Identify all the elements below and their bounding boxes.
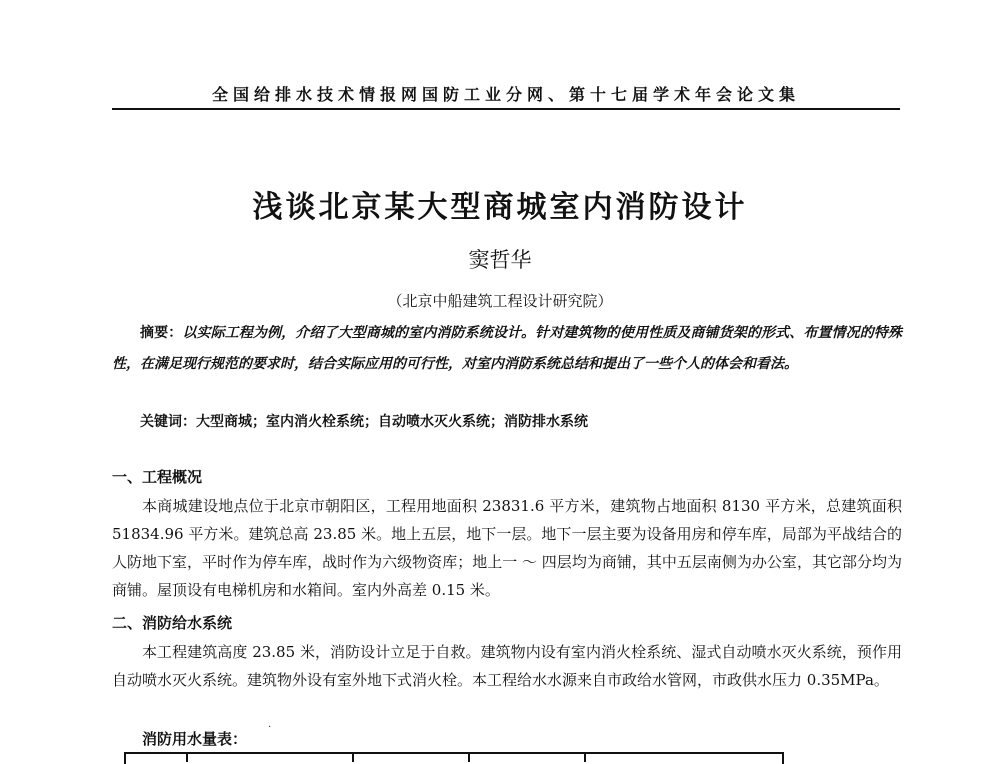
paper-title: 浅谈北京某大型商城室内消防设计 xyxy=(252,190,748,225)
abstract-label: 摘要： xyxy=(140,325,183,341)
section-body-fire-water: 本工程建筑高度 23.85 米，消防设计立足于自救。建筑物内设有室内消火栓系统、湿式自动喷水灭火系统，预作用自动喷水灭火系统。建筑物外设有室外地下式消火栓。本工程给水水源来自市政给水管网，市政供水压力 0.35MPa。 xyxy=(112,643,902,689)
water-demand-table xyxy=(124,752,784,764)
running-header: 全国给排水技术情报网国防工业分网、第十七届学术年会论文集 xyxy=(211,85,800,104)
section-heading-overview: 一、工程概况 xyxy=(112,468,203,486)
header-rule xyxy=(112,108,900,110)
section-body-overview: 本商城建设地点位于北京市朝阳区，工程用地面积 23831.6 平方米，建筑物占地面积 8130 平方米，总建筑面积 51834.96 平方米。建筑总高 23.85 米。地上五层，地下一层。地下一层主要为设备用房和停车库，局部为平战结合的人防地下室，平时作为停车库，战时作为六级物资库；地上一 ～ 四层均为商铺，其中五层南侧为办公室，其它部分均为商铺。屋顶设有电梯机房和水箱间。室内外高差 0.15 米。 xyxy=(112,497,902,599)
author-name: 窦哲华 xyxy=(468,248,532,272)
table-caption: 消防用水量表： xyxy=(142,730,248,748)
keywords xyxy=(112,408,902,436)
table-column-divider xyxy=(186,752,188,762)
section-heading-fire-water: 二、消防给水系统 xyxy=(112,614,233,632)
stray-mark: · xyxy=(268,722,272,733)
author-affiliation: （北京中船建筑工程设计研究院） xyxy=(387,292,613,310)
keywords-label: 关键词： xyxy=(140,414,196,430)
table-column-divider xyxy=(584,752,586,762)
table-column-divider xyxy=(352,752,354,762)
abstract xyxy=(112,318,902,380)
keywords-text: 大型商城；室内消火栓系统；自动喷水灭火系统；消防排水系统 xyxy=(196,414,588,430)
table-column-divider xyxy=(468,752,470,762)
abstract-text: 以实际工程为例，介绍了大型商城的室内消防系统设计。针对建筑物的使用性质及商铺货架的形式、布置情况的特殊性，在满足现行规范的要求时，结合实际应用的可行性，对室内消防系统总结和提出了一些个人的体会和看法。 xyxy=(112,325,903,372)
